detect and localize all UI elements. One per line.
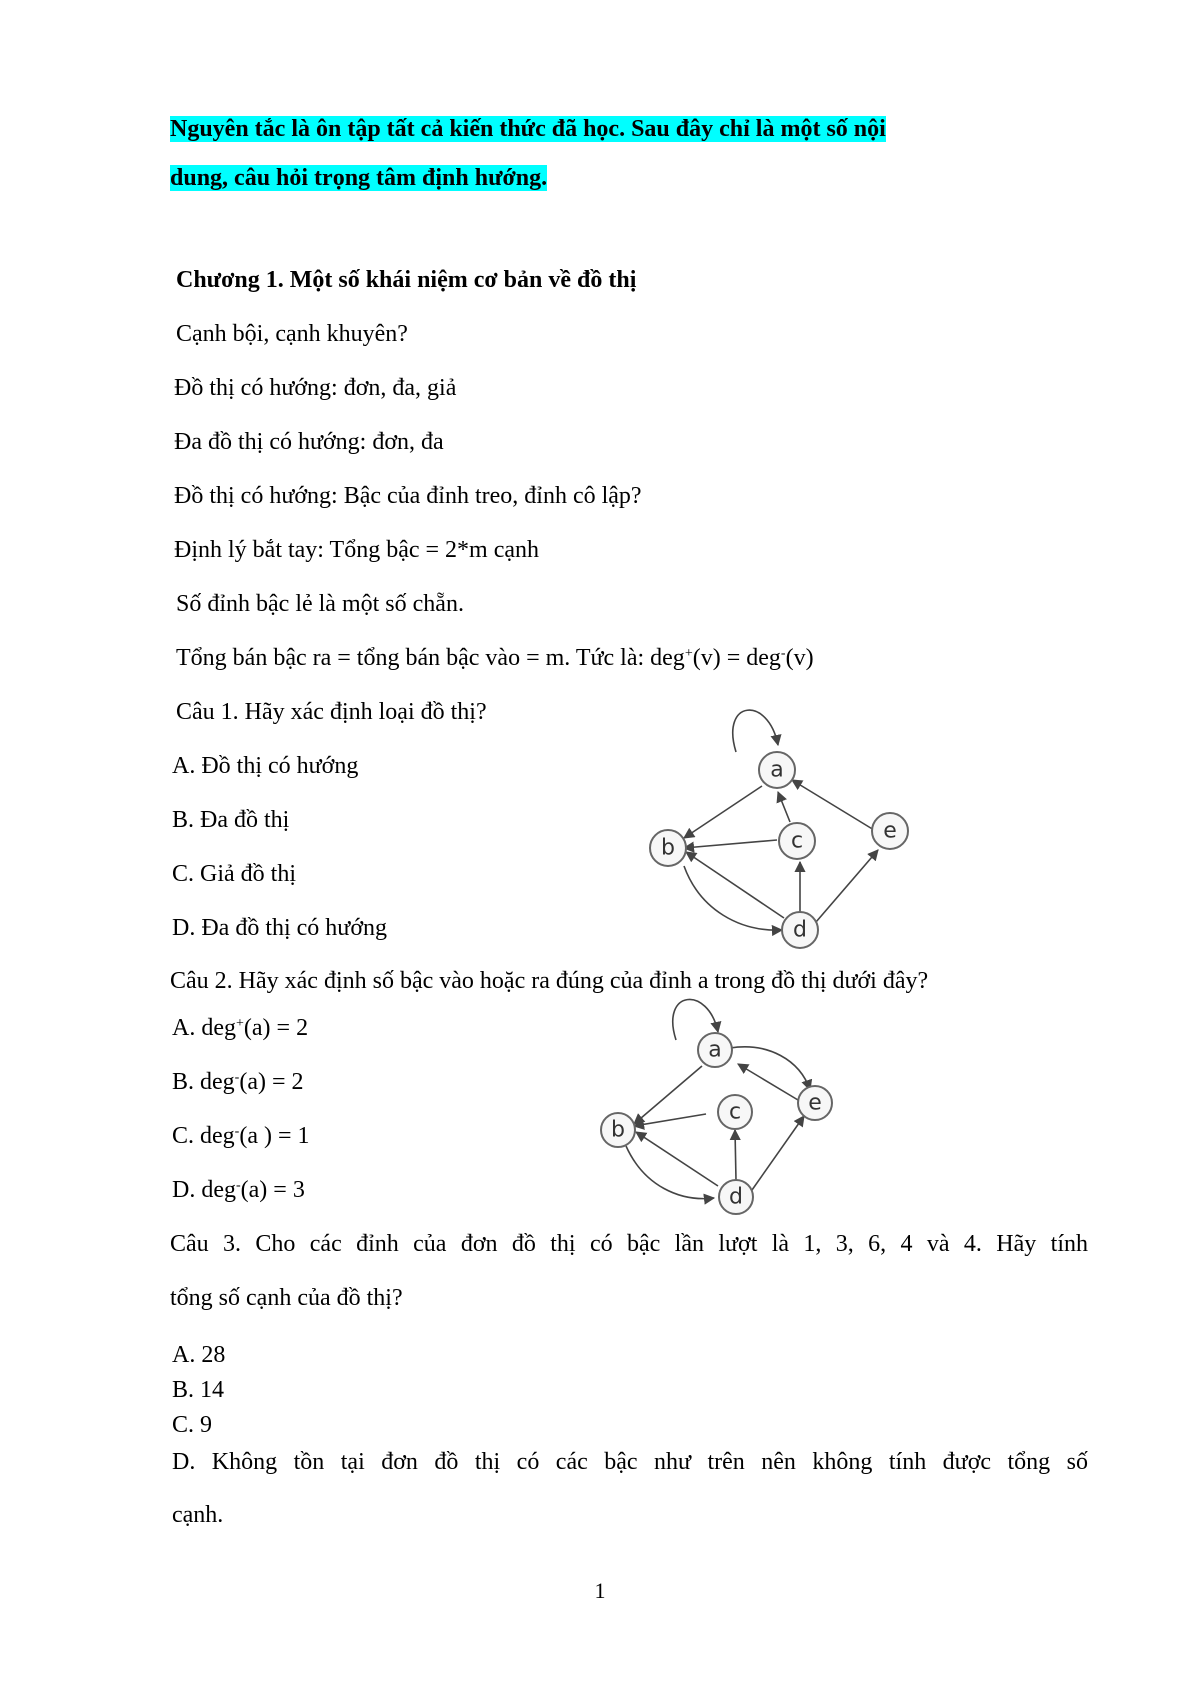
q1-edge-e-a: [792, 780, 874, 830]
chapter-item: Cạnh bội, cạnh khuyên?: [176, 321, 408, 347]
q3-option-d-line-2: cạnh.: [172, 1502, 224, 1528]
q2-edge-a-b: [634, 1066, 702, 1124]
chapter-item: Đa đồ thị có hướng: đơn, đa: [174, 429, 444, 455]
svg-text:b: b: [661, 835, 675, 861]
q2-edge-d-e: [752, 1116, 804, 1190]
q1-node-c: [779, 823, 815, 859]
chapter-item: Đồ thị có hướng: Bậc của đỉnh treo, đỉnh cô lập?: [174, 483, 642, 509]
q2-graph-figure: [590, 990, 850, 1215]
svg-text:c: c: [728, 1099, 742, 1125]
q1-edge-a-b: [684, 786, 762, 838]
q1-option-c: C. Giả đồ thị: [172, 861, 296, 887]
q1-node-a: [759, 752, 795, 788]
q1-edge-d-e: [816, 850, 878, 922]
q1-node-e: [872, 813, 908, 849]
q3-option-a: A. 28: [172, 1342, 226, 1368]
q1-edge-b-d: [684, 866, 782, 930]
svg-text:e: e: [883, 818, 897, 844]
q2-edge-e-a: [738, 1064, 798, 1100]
q1-node-d: [782, 912, 818, 948]
intro-line-2: dung, câu hỏi trọng tâm định hướng.: [170, 165, 548, 191]
chapter-item: Đồ thị có hướng: đơn, đa, giả: [174, 375, 457, 401]
q2-edge-d-c: [735, 1130, 736, 1180]
q1-node-b: [650, 830, 686, 866]
q1-option-b: B. Đa đồ thị: [172, 807, 290, 833]
question-3-line-2: tổng số cạnh của đồ thị?: [170, 1285, 403, 1311]
q1-graph-figure: [640, 700, 920, 950]
q3-option-c: C. 9: [172, 1412, 213, 1438]
q2-option-d: D. deg-(a) = 3: [172, 1177, 305, 1203]
svg-text:c: c: [790, 828, 804, 854]
intro-line-1: Nguyên tắc là ôn tập tất cả kiến thức đã học. Sau đây chỉ là một số nội: [170, 116, 886, 142]
q2-option-b: B. deg-(a) = 2: [172, 1069, 304, 1095]
question-2: Câu 2. Hãy xác định số bậc vào hoặc ra đúng của đỉnh a trong đồ thị dưới đây?: [170, 968, 929, 994]
q3-option-b: B. 14: [172, 1377, 225, 1403]
q2-node-c: [718, 1095, 752, 1129]
q1-option-d: D. Đa đồ thị có hướng: [172, 915, 388, 941]
question-1: Câu 1. Hãy xác định loại đồ thị?: [176, 699, 487, 725]
q1-edge-c-a: [778, 792, 790, 822]
chapter-title: Chương 1. Một số khái niệm cơ bản về đồ thị: [176, 267, 637, 293]
q1-edge-d-b: [686, 852, 784, 918]
q3-option-d-line-1: D. Không tồn tại đơn đồ thị có các bậc như trên nên không tính được tổng số: [172, 1449, 1088, 1475]
svg-text:e: e: [808, 1090, 822, 1116]
chapter-item: Định lý bắt tay: Tổng bậc = 2*m cạnh: [174, 537, 540, 563]
degree-sum-line: Tổng bán bậc ra = tổng bán bậc vào = m. Tức là: deg+(v) = deg-(v): [176, 645, 814, 671]
chapter-item: Số đỉnh bậc lẻ là một số chẵn.: [176, 591, 464, 617]
q2-node-e: [798, 1086, 832, 1120]
svg-text:d: d: [729, 1184, 743, 1210]
q2-option-c: C. deg-(a ) = 1: [172, 1123, 310, 1149]
q1-option-a: A. Đồ thị có hướng: [172, 753, 359, 779]
q2-node-b: [601, 1113, 635, 1147]
q1-edge-loop-a: [733, 710, 778, 752]
svg-text:a: a: [708, 1037, 722, 1063]
q1-edge-c-b: [684, 840, 777, 848]
question-3-line-1: Câu 3. Cho các đỉnh của đơn đồ thị có bậc lần lượt là 1, 3, 6, 4 và 4. Hãy tính: [170, 1231, 1088, 1257]
page-number: 1: [594, 1578, 606, 1603]
svg-text:b: b: [611, 1117, 625, 1143]
q2-node-d: [719, 1180, 753, 1214]
q2-option-a: A. deg+(a) = 2: [172, 1015, 309, 1041]
svg-text:d: d: [793, 917, 807, 943]
svg-text:a: a: [770, 757, 784, 783]
q2-node-a: [698, 1033, 732, 1067]
